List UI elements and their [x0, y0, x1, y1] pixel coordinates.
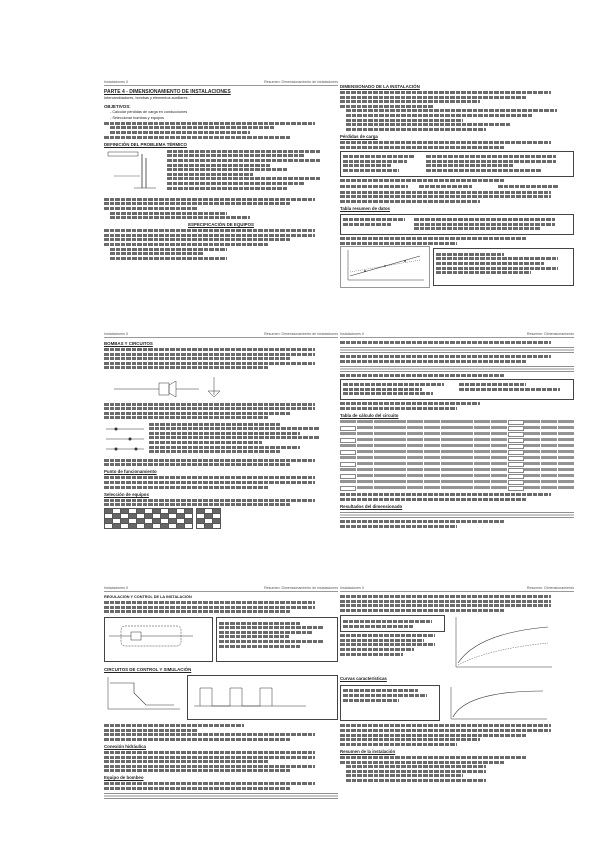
- circuit-diagram: [104, 421, 146, 457]
- page-header: [104, 80, 338, 86]
- pump-diagram: [104, 371, 338, 401]
- formula-box: [340, 379, 574, 400]
- objectives-heading: OBJETIVOS:: [104, 103, 131, 109]
- formula-box: [340, 151, 574, 177]
- header-right: Resumen: Dimensionamiento de instalaciones: [264, 80, 338, 84]
- section-heading: Tabla de cálculo del circuito: [340, 412, 399, 418]
- page-title: PARTE 4 - DIMENSIONAMIENTO DE INSTALACIONES: [104, 89, 231, 95]
- step-diagram: [104, 673, 184, 713]
- section-heading: Punto de funcionamiento: [104, 469, 157, 475]
- dense-table: [104, 792, 338, 799]
- objective-item: - Calcular pérdidas de carga en conducciones: [110, 110, 188, 115]
- document-page-2: [340, 80, 574, 324]
- simulation-figure: [104, 673, 338, 722]
- header-left: Instalaciones II: [104, 586, 128, 590]
- section-heading: Tabla resumen de datos: [340, 206, 390, 212]
- text-line: [104, 122, 315, 125]
- page-header: [104, 332, 338, 338]
- thermal-diagram: [104, 148, 338, 196]
- control-diagram: [107, 620, 197, 654]
- header-left: Instalaciones II: [340, 586, 364, 590]
- document-page-5: [104, 586, 338, 830]
- dense-table: [340, 346, 574, 353]
- section-heading: Curvas características: [340, 676, 387, 682]
- header-right: Resumen: Dimensionamiento de instalaciones: [264, 332, 338, 336]
- response-chart: [443, 683, 553, 723]
- section-heading: Resumen de la instalación: [340, 748, 396, 754]
- page-header: [340, 586, 574, 592]
- text-line: [104, 207, 198, 210]
- section-heading: Selección de equipos: [104, 491, 149, 497]
- section-heading: ESPECIFICACIÓN DE EQUIPOS: [188, 222, 254, 228]
- section-heading: Equipo de bombeo: [104, 775, 144, 781]
- chart-figure: [340, 246, 574, 288]
- text-line: [110, 212, 227, 215]
- text-line: [104, 202, 291, 205]
- header-left: Instalaciones II: [104, 332, 128, 336]
- pulse-diagram: [190, 678, 310, 712]
- header-left: Instalaciones II: [104, 80, 128, 84]
- document-page-6: [340, 586, 574, 830]
- response-figure: [340, 683, 574, 723]
- text-line: [110, 126, 274, 129]
- page-title: REGULACIÓN Y CONTROL DE LA INSTALACIÓN: [104, 595, 192, 599]
- dense-table: [340, 365, 574, 372]
- document-page-1: [104, 80, 338, 324]
- text-line: [110, 216, 250, 219]
- line-chart: [340, 246, 430, 288]
- objective-item: - Seleccionar bombas y equipos: [110, 115, 165, 120]
- tank-diagram: [104, 148, 164, 196]
- document-page-4: [340, 332, 574, 576]
- page-header: [104, 586, 338, 592]
- pipe-diagram: [104, 371, 254, 401]
- section-heading: DEFINICIÓN DEL PROBLEMA TÉRMICO: [104, 141, 187, 147]
- page-title: DIMENSIONADO DE LA INSTALACIÓN: [340, 84, 420, 89]
- section-heading: Resultados del dimensionado: [340, 503, 403, 509]
- curves-figure: [340, 613, 574, 673]
- section-heading: CIRCUITOS DE CONTROL Y SIMULACIÓN: [104, 666, 192, 672]
- data-table-box: [340, 214, 574, 235]
- header-right: Resumen: Dimensionamiento: [526, 586, 574, 590]
- header-left: Instalaciones II: [340, 332, 364, 336]
- text-line: [104, 198, 315, 201]
- header-right: Resumen: Dimensionamiento de instalaciones: [264, 586, 338, 590]
- page-title: BOMBAS Y CIRCUITOS: [104, 341, 153, 346]
- section-heading: Pérdidas de carga: [340, 133, 378, 139]
- summary-table: [196, 508, 221, 529]
- page-subtitle: Intercambiadores, bombas y elementos auxiliares: [104, 96, 188, 100]
- header-right: Resumen: Dimensionamiento: [526, 332, 574, 336]
- dense-table: [340, 511, 574, 518]
- text-line: [104, 136, 291, 139]
- page-header: [340, 332, 574, 338]
- text-line: [110, 131, 250, 134]
- curve-chart: [448, 613, 558, 673]
- section-heading: Conexión hidráulica: [104, 743, 146, 749]
- circuit-figure: [104, 421, 338, 457]
- calc-table: [340, 420, 574, 491]
- control-figure: [104, 615, 338, 664]
- document-page-3: [104, 332, 338, 576]
- equipment-table: [104, 508, 193, 529]
